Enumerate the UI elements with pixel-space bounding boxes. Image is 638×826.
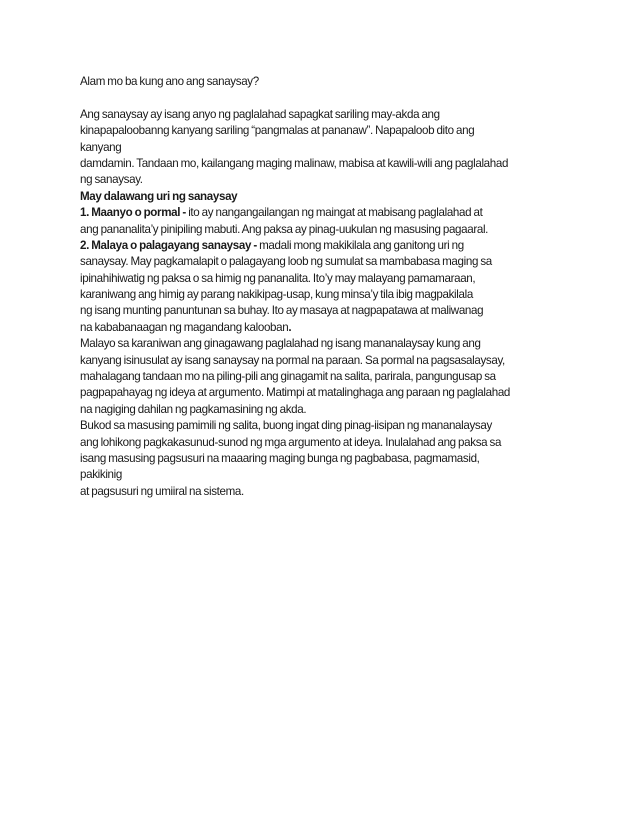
formal-type-line: ang pananalita’y pinipiling mabuti. Ang paksa ay pinag-uukulan ng masusing pagaaral.: [80, 222, 489, 236]
closing-line: pakikinig: [80, 468, 122, 482]
types-heading: May dalawang uri ng sanaysay: [80, 189, 238, 203]
formal-detail-line: Malayo sa karaniwan ang ginagawang paglalahad ng isang mananalaysay kung ang: [80, 337, 481, 351]
document-body: [80, 74, 580, 500]
informal-type-line: sanaysay. May pagkamalapit o palagayang loob ng sumulat sa mambabasa maging sa: [80, 255, 492, 269]
informal-type-line: ipinahihiwatig ng paksa o sa himig ng pananalita. Ito’y may malayang pamamaraan,: [80, 271, 476, 285]
question-line: Alam mo ba kung ano ang sanaysay?: [80, 75, 259, 88]
closing-line: isang masusing pagsusuri na maaaring maging bunga ng pagbabasa, pagmamasid,: [80, 451, 480, 465]
formal-detail-line: na nagiging dahilan ng pagkamasining ng akda.: [80, 402, 307, 416]
informal-type-line: ng isang munting panuntunan sa buhay. Ito ay masaya at nagpapatawa at maliwanag: [80, 304, 484, 318]
informal-type-line: karaniwang ang himig ay parang nakikipag-usap, kung minsa’y tila ibig magpakilala: [80, 288, 473, 302]
informal-type-text: madali mong makikilala ang ganitong uri ng: [256, 238, 464, 252]
formal-detail-line: pagpapahayag ng ideya at argumento. Matimpi at matalinghaga ang paraan ng paglalahad: [80, 386, 511, 400]
intro-line: damdamin. Tandaan mo, kailangang maging malinaw, mabisa at kawili-wili ang paglalahad: [80, 156, 509, 170]
formal-type-line: [80, 205, 580, 221]
informal-last-text: na kababanaagan ng magandang kalooban: [80, 320, 289, 334]
intro-line: ng sanaysay.: [80, 173, 143, 187]
formal-detail-line: mahalagang tandaan mo na piling-pili ang ginagamit na salita, parirala, pangungusap sa: [80, 370, 496, 384]
informal-type-line: [80, 238, 580, 254]
closing-line: Bukod sa masusing pamimili ng salita, buong ingat ding pinag-iisipan ng mananalaysay: [80, 419, 492, 433]
intro-line: Ang sanaysay ay isang anyo ng paglalahad sapagkat sariling may-akda ang: [80, 107, 440, 121]
intro-line: kinapapaloobanng kanyang sariling “pangmalas at pananaw”. Napapaloob dito ang: [80, 124, 475, 138]
informal-last-period: .: [288, 320, 292, 334]
informal-type-label: 2. Malaya o palagayang sanaysay -: [80, 238, 257, 252]
formal-type-text: ito ay nangangailangan ng maingat at mabisang paglalahad at: [185, 206, 483, 220]
paragraph-gap: [80, 90, 580, 106]
closing-line: at pagsusuri ng umiiral na sistema.: [80, 484, 244, 498]
formal-detail-line: kanyang isinusulat ay isang sanaysay na pormal na paraan. Sa pormal na pagsasalaysay,: [80, 353, 505, 367]
informal-type-line: [80, 320, 580, 336]
intro-line: kanyang: [80, 140, 122, 154]
formal-type-label: 1. Maanyo o pormal -: [80, 206, 186, 220]
closing-line: ang lohikong pagkakasunud-sunod ng mga argumento at ideya. Inulalahad ang paksa sa: [80, 435, 502, 449]
